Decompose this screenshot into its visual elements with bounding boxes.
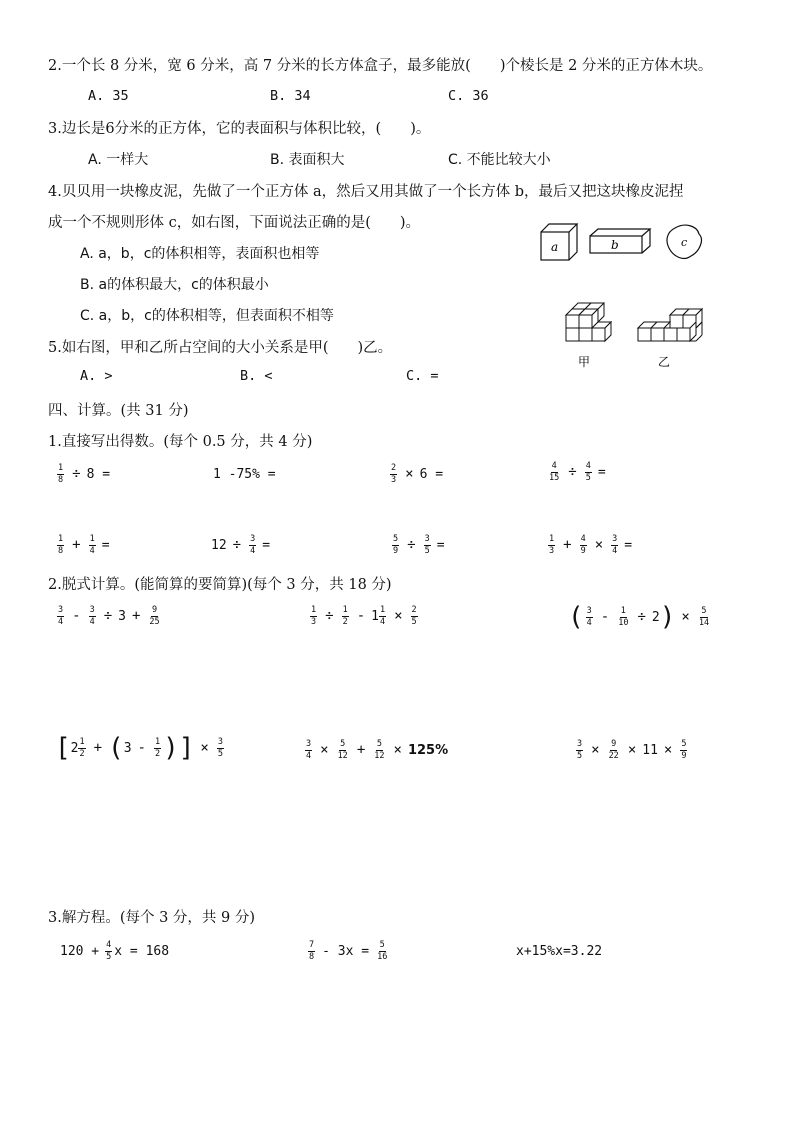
calc-3-equation-3: x+15%x=3.22 [516,944,603,959]
question-3-option-b: B. 表面积大 [270,152,345,168]
calc-2-expr-5: $\frac{3}{4}$ × $\frac{5}{12}$ + $\frac{5}{12}$ × 125% [306,739,449,761]
question-2-text: 2.一个长 8 分米，宽 6 分米，高 7 分米的长方体盒子，最多能放( )个棱长是 2 分米的正方体木块。 [48,58,713,74]
calc-3-title: 3.解方程。(每个 3 分，共 9 分) [48,910,256,926]
fraction: $\frac{3}{5}$ [424,534,430,556]
fraction: $\frac{3}{5}$ [217,737,223,759]
fraction: $\frac{3}{4}$ [306,739,312,761]
calc-1-expr-7: $\frac{5}{9}$ ÷ $\frac{3}{5}$ = [393,534,445,556]
calc-2-expr-6: $\frac{3}{5}$ × $\frac{9}{22}$ × 11 × $\frac{5}{9}$ [577,739,687,761]
question-3-option-c: C. 不能比较大小 [448,152,551,168]
question-2-option-b: B. 34 [270,88,311,104]
fraction: $\frac{4}{5}$ [585,461,591,483]
calc-3-equation-2: $\frac{7}{8}$ - 3x = $\frac{5}{16}$ [309,940,388,962]
question-4-option-b: B. a的体积最大，c的体积最小 [80,277,269,293]
fraction: $\frac{7}{8}$ [309,940,315,962]
fraction: $\frac{2}{3}$ [391,463,397,485]
calc-2-expr-2: $\frac{1}{3}$ ÷ $\frac{1}{2}$ - 1 $\frac{1}{4}$ × $\frac{2}{5}$ [311,605,417,627]
question-5-option-b: B. < [240,368,273,384]
cube-a [541,224,577,260]
calc-2-title: 2.脱式计算。(能简算的要简算)(每个 3 分，共 18 分) [48,577,392,593]
calc-3-equation-1: 120 + $\frac{4}{5}$ x = 168 [60,940,170,962]
calc-1-expr-5: $\frac{1}{8}$ + $\frac{1}{4}$ = [58,534,110,556]
calc-2-expr-4: [ 2 $\frac{1}{2}$ + ( 3 - $\frac{1}{2}$ ) ] × $\frac{3}{5}$ [55,733,223,763]
question-4-line-1: 4.贝贝用一块橡皮泥，先做了一个正方体 a，然后又用其做了一个长方体 b，最后又把这块橡皮泥捏 [48,184,684,200]
fraction: $\frac{1}{3}$ [549,534,555,556]
fraction: $\frac{2}{5}$ [411,605,417,627]
fraction: $\frac{1}{3}$ [311,605,317,627]
cube-stacks-figure [558,300,708,374]
fraction: $\frac{3}{4}$ [586,606,592,628]
fraction: $\frac{5}{12}$ [374,739,385,761]
fraction: $\frac{5}{9}$ [681,739,687,761]
question-5-option-c: C. = [406,368,439,384]
fraction: $\frac{9}{22}$ [608,739,619,761]
question-2-option-c: C. 36 [448,88,489,104]
calc-1-expr-3: $\frac{2}{3}$ × 6 = [391,463,444,485]
fraction: $\frac{1}{2}$ [154,737,161,759]
label-jia: 甲 [578,355,591,369]
label-yi: 乙 [658,355,671,369]
question-5-text: 5.如右图，甲和乙所占空间的大小关系是甲( )乙。 [48,340,393,356]
section-4-title: 四、计算。(共 31 分) [48,403,189,419]
fraction: $\frac{1}{4}$ [89,534,95,556]
calc-1-expr-8: $\frac{1}{3}$ + $\frac{4}{9}$ × $\frac{3}{4}$ = [549,534,633,556]
label-a: a [551,240,559,254]
fraction: $\frac{3}{4}$ [58,605,64,627]
fraction: $\frac{5}{14}$ [698,606,710,628]
fraction: $\frac{5}{16}$ [377,940,388,962]
fraction: $\frac{5}{9}$ [393,534,399,556]
calc-1-expr-1: $\frac{1}{8}$ ÷ 8 = [58,463,111,485]
clay-shapes-figure [535,218,715,266]
calc-2-expr-3: ( $\frac{3}{4}$ - $\frac{1}{10}$ ÷ 2 ) × $\frac{5}{14}$ [568,602,710,632]
fraction: $\frac{1}{2}$ [342,605,348,627]
fraction: $\frac{4}{9}$ [580,534,586,556]
fraction: $\frac{5}{12}$ [337,739,348,761]
question-4-option-c: C. a，b，c的体积相等，但表面积不相等 [80,308,334,324]
fraction: $\frac{3}{4}$ [250,534,256,556]
fraction: $\frac{9}{25}$ [149,605,160,627]
question-3-text: 3.边长是6分米的正方体，它的表面积与体积比较，( )。 [48,121,431,137]
cuboid-b [590,229,650,253]
fraction: $\frac{4}{15}$ [549,461,560,483]
question-3-option-a: A. 一样大 [88,152,149,168]
fraction: $\frac{3}{4}$ [89,605,95,627]
calc-1-expr-2: 1 -75% = [213,467,276,482]
question-2-option-a: A. 35 [88,88,129,104]
question-4-option-a: A. a，b，c的体积相等，表面积也相等 [80,246,320,262]
mixed-number: 2 $\frac{1}{2}$ [70,737,85,759]
stack-yi [638,309,702,341]
fraction: $\frac{3}{4}$ [612,534,618,556]
fraction: $\frac{4}{5}$ [106,940,112,962]
calc-1-title: 1.直接写出得数。(每个 0.5 分，共 4 分) [48,434,313,450]
fraction: $\frac{1}{8}$ [58,463,64,485]
fraction: $\frac{1}{10}$ [618,606,629,628]
question-5-option-a: A. > [80,368,113,384]
calc-1-expr-6: 12 ÷ $\frac{3}{4}$ = [211,534,271,556]
question-4-line-2: 成一个不规则形体 c，如右图，下面说法正确的是( )。 [48,215,421,231]
fraction: $\frac{3}{5}$ [577,739,583,761]
mixed-number: 1 $\frac{1}{4}$ [371,605,386,627]
fraction: $\frac{1}{8}$ [58,534,64,556]
calc-1-expr-4: $\frac{4}{15}$ ÷ $\frac{4}{5}$ = [549,461,606,483]
label-c: c [681,236,688,249]
label-b: b [611,238,619,252]
calc-2-expr-1: $\frac{3}{4}$ - $\frac{3}{4}$ ÷ 3 + $\frac{9}{25}$ [58,605,160,627]
stack-jia [566,303,611,341]
